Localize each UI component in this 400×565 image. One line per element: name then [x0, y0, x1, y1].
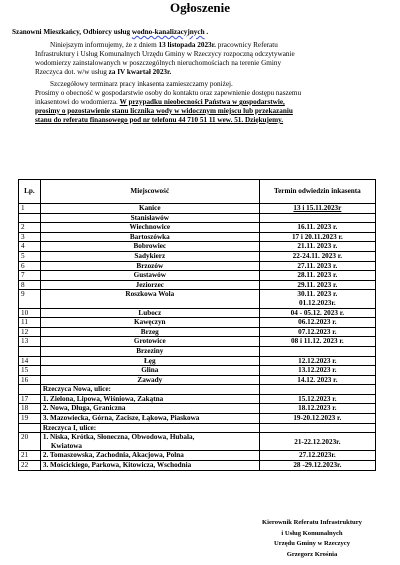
row-date: 07.12.2023 r.: [259, 327, 375, 337]
table-row: [19, 242, 376, 252]
intro-line-3: wodomierzy zainstalowanych w poszczególnych nieruchomościach na terenie Gminy: [35, 59, 282, 67]
notice-text: W przypadku nieobecności Państwa w gospodarstwie,: [119, 98, 285, 106]
row-date: [259, 385, 375, 395]
row-place: Grotowice: [40, 337, 259, 347]
row-lp: 19: [19, 414, 41, 424]
greeting-text: Szanowni Mieszkańcy, Odbiorcy usług: [12, 28, 132, 36]
row-lp: [19, 385, 41, 395]
row-place: Kawęczyn: [40, 318, 259, 328]
row-place: Łęg: [40, 356, 259, 366]
row-lp: 7: [19, 271, 41, 281]
row-place: Glina: [40, 366, 259, 376]
row-place: Roszkowa Wola: [40, 290, 259, 308]
row-place: Brzozów: [40, 261, 259, 271]
table-row: [19, 346, 376, 356]
signature-line-3: Urzędu Gminy w Rzeczycy: [274, 540, 350, 547]
row-date: 18.12.2023 r.: [259, 404, 375, 414]
row-date: 17 i 20.11.2023 r.: [259, 232, 375, 242]
row-lp: 22: [19, 461, 41, 471]
intro-line-9: stanu do referatu finansowego pod nr telefonu 44 710 51 11 wew. 51. Dziękujemy.: [35, 116, 284, 124]
row-lp: 12: [19, 327, 41, 337]
quarter-text: za IV kwartał 2023r.: [108, 68, 172, 76]
intro-line-2: Infrastruktury i Usług Komunalnych Urzędu Gminy w Rzeczycy rozpoczną odczytywanie: [35, 50, 295, 58]
row-date: 12.12.2023 r.: [259, 356, 375, 366]
row-place: Brzeziny: [40, 346, 259, 356]
row-place: [40, 433, 259, 451]
table-row: [19, 223, 376, 233]
table-row: [19, 251, 376, 261]
row-place: 2. Tomaszowska, Zachodnia, Akacjowa, Polna: [40, 451, 259, 461]
row-lp: 17: [19, 394, 41, 404]
row-place: 1. Zielona, Lipowa, Wiśniowa, Zakątna: [40, 394, 259, 404]
table-row: [19, 204, 376, 214]
date-value-2: 01.12.2023r.: [299, 298, 336, 307]
table-row: [19, 290, 376, 308]
section-header: Rzeczyca I, ulice:: [40, 423, 259, 433]
row-place: Sadykierz: [40, 251, 259, 261]
row-place: Gustawów: [40, 271, 259, 281]
row-place: Bartoszówka: [40, 232, 259, 242]
row-date: [259, 346, 375, 356]
row-date: 19-20.12.2023 r.: [259, 414, 375, 424]
section-header-row: [19, 385, 376, 395]
row-place: 3. Mazowiecka, Górna, Zacisze, Łąkowa, Piaskowa: [40, 414, 259, 424]
row-date: 13.12.2023 r.: [259, 366, 375, 376]
section-header-row: [19, 423, 376, 433]
row-place: Bobrowiec: [40, 242, 259, 252]
row-date: 27.11. 2023 r.: [259, 261, 375, 271]
intro-text: pracownicy Referatu: [215, 41, 278, 49]
row-lp: 10: [19, 308, 41, 318]
row-place: Jeziorzec: [40, 280, 259, 290]
row-place: 2. Nowa, Długa, Graniczna: [40, 404, 259, 414]
table-row: [19, 280, 376, 290]
row-date: 21-22.12.2023r.: [259, 433, 375, 451]
intro-text: inkasentowi do wodomierza.: [35, 98, 120, 106]
row-place: Brzeg: [40, 327, 259, 337]
table-row: [19, 232, 376, 242]
row-place: 3. Mościckiego, Parkowa, Kitowicza, Wschodnia: [40, 461, 259, 471]
table-row: [19, 261, 376, 271]
greeting-line: [12, 28, 208, 36]
start-date: 13 listopada 2023r.: [158, 41, 216, 49]
header-date: Termin odwiedzin inkasenta: [259, 180, 375, 204]
table-row: [19, 271, 376, 281]
table-row: [19, 318, 376, 328]
street-list-2: Kwiatowa: [50, 441, 82, 450]
row-date: 27.12.2023r.: [259, 451, 375, 461]
street-list: 1. Niska, Krótka, Słoneczna, Obwodowa, Hubala,: [42, 433, 195, 442]
signature-line-1: Kierownik Referatu Infrastruktury: [262, 519, 362, 526]
signature-line-2: i Usług Komunalnych: [281, 529, 343, 537]
row-lp: 2: [19, 223, 41, 233]
row-lp: 4: [19, 242, 41, 252]
intro-line-4: [35, 68, 171, 76]
row-date: 28 -29.12.2023r.: [259, 461, 375, 471]
row-date: 15.12.2023 r.: [259, 394, 375, 404]
row-lp: 15: [19, 366, 41, 376]
row-lp: 20: [19, 433, 41, 451]
row-place: Lubocz: [40, 308, 259, 318]
row-lp: 13: [19, 337, 41, 347]
date-value: 13 i 15.11.2023r: [293, 204, 342, 212]
row-place: Zawady: [40, 375, 259, 385]
schedule-table: [18, 179, 376, 471]
table-row: [19, 404, 376, 414]
header-place: Miejscowość: [40, 180, 259, 204]
table-row: [19, 337, 376, 347]
intro-line-5: Szczegółowy terminarz pracy inkasenta zamieszczamy poniżej.: [50, 80, 233, 88]
table-row: [19, 451, 376, 461]
row-date: [259, 423, 375, 433]
signature-line-4: Grzegorz Krośnia: [286, 550, 338, 558]
intro-text: Niniejszym informujemy, że z dniem: [50, 41, 159, 49]
intro-text: Rzeczyca dot. w/w usług: [35, 68, 109, 76]
place-name: Kanice: [139, 204, 161, 212]
row-lp: 18: [19, 404, 41, 414]
table-row: [19, 375, 376, 385]
row-place: Stanisławów: [40, 213, 259, 223]
row-date: 16.11. 2023 r.: [259, 223, 375, 233]
row-date: [259, 290, 375, 308]
intro-line-7: [35, 98, 285, 106]
table-row: [19, 433, 376, 451]
row-lp: 6: [19, 261, 41, 271]
row-lp: [19, 346, 41, 356]
table-row: [19, 213, 376, 223]
row-lp: 1: [19, 204, 41, 214]
section-header: Rzeczyca Nowa, ulice:: [40, 385, 259, 395]
row-place: Wiechnowice: [40, 223, 259, 233]
row-lp: [19, 423, 41, 433]
row-lp: [19, 213, 41, 223]
row-date: 22-24.11. 2023 r.: [259, 251, 375, 261]
row-lp: 3: [19, 232, 41, 242]
row-lp: 5: [19, 251, 41, 261]
table-row: [19, 327, 376, 337]
date-value: 30.11. 2023 r.: [297, 290, 338, 299]
row-date: 04 - 05.12. 2023 r.: [259, 308, 375, 318]
header-lp: Lp.: [19, 180, 41, 204]
table-row: [19, 366, 376, 376]
row-lp: 8: [19, 280, 41, 290]
row-date: 21.11. 2023 r.: [259, 242, 375, 252]
greeting-suffix: .: [204, 28, 209, 36]
row-date: [259, 213, 375, 223]
row-lp: 21: [19, 451, 41, 461]
row-date: 06.12.2023 r.: [259, 318, 375, 328]
intro-line-1: [50, 41, 278, 49]
page-title: Ogłoszenie: [170, 0, 230, 15]
table-header-row: [19, 180, 376, 204]
greeting-underlined: wodno-kanalizacyjnych: [131, 28, 205, 36]
row-date: [259, 204, 375, 214]
table-row: [19, 461, 376, 471]
row-place: [40, 204, 259, 214]
table-row: [19, 356, 376, 366]
row-lp: 16: [19, 375, 41, 385]
table-row: [19, 394, 376, 404]
table-row: [19, 308, 376, 318]
row-date: 14.12. 2023 r.: [259, 375, 375, 385]
signature-block: [232, 518, 392, 560]
intro-line-8: prosimy o pozostawienie stanu licznika wody w widocznym miejscu lub przekazaniu: [35, 107, 293, 115]
table-row: [19, 414, 376, 424]
row-date: 28.11. 2023 r.: [259, 271, 375, 281]
row-lp: 14: [19, 356, 41, 366]
row-date: 29.11. 2023 r.: [259, 280, 375, 290]
intro-line-6: Prosimy o obecność w gospodarstwie osoby do kontaktu oraz zapewnienie dostępu naszemu: [35, 89, 302, 97]
row-date: 08 i 11.12. 2023 r.: [259, 337, 375, 347]
row-lp: 11: [19, 318, 41, 328]
row-lp: 9: [19, 290, 41, 308]
